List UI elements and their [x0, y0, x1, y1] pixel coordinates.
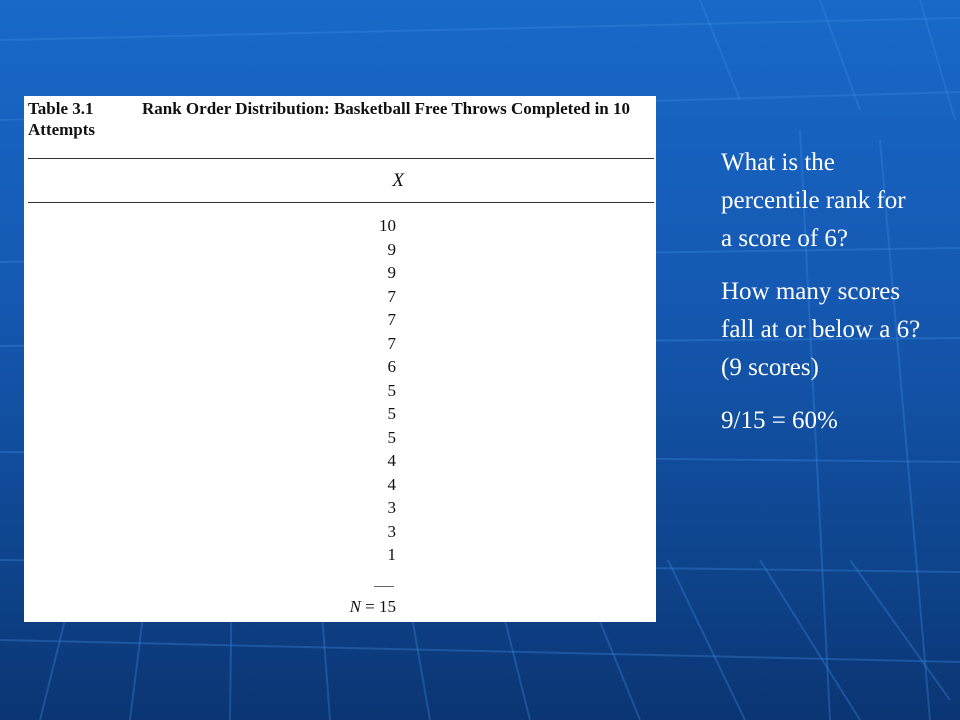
table-cell: 9 — [387, 239, 396, 259]
table-caption — [28, 98, 654, 140]
table-cell: 7 — [387, 286, 396, 306]
table-values — [354, 214, 396, 567]
table-caption-label: Table 3.1 — [28, 99, 94, 118]
table-cell: 7 — [387, 310, 396, 329]
total-value: = 15 — [365, 597, 396, 616]
table-cell: 5 — [387, 404, 396, 423]
table-cell: 1 — [387, 545, 396, 564]
table-cell: 10 — [379, 216, 396, 235]
table-caption-title: Rank Order Distribution: Basketball Free Throws Completed in 10 Attempts — [28, 99, 630, 139]
table-cell: 5 — [387, 427, 396, 447]
slide-text — [721, 144, 921, 455]
table-cell: 3 — [387, 521, 396, 541]
table-cell: 6 — [387, 357, 396, 376]
table-top-rule — [28, 158, 654, 159]
table-image — [24, 96, 656, 622]
answer-percentage: 9/15 = 60% — [721, 407, 838, 434]
table-header-rule — [28, 202, 654, 203]
question-percentile-rank: What is the percentile rank for a score of 6? — [721, 149, 906, 252]
table-cell: 7 — [387, 333, 396, 353]
table-cell: 4 — [387, 451, 396, 470]
total-label: N — [349, 597, 361, 616]
table-cell: 3 — [387, 498, 396, 517]
table-cell: 5 — [387, 380, 396, 400]
table-column-header: X — [392, 170, 404, 191]
sum-rule — [374, 586, 394, 587]
table-cell: 9 — [387, 263, 396, 282]
table-total — [324, 596, 396, 618]
table-cell: 4 — [387, 474, 396, 494]
question-scores-at-or-below: How many scores fall at or below a 6? (9 scores) — [721, 278, 921, 381]
